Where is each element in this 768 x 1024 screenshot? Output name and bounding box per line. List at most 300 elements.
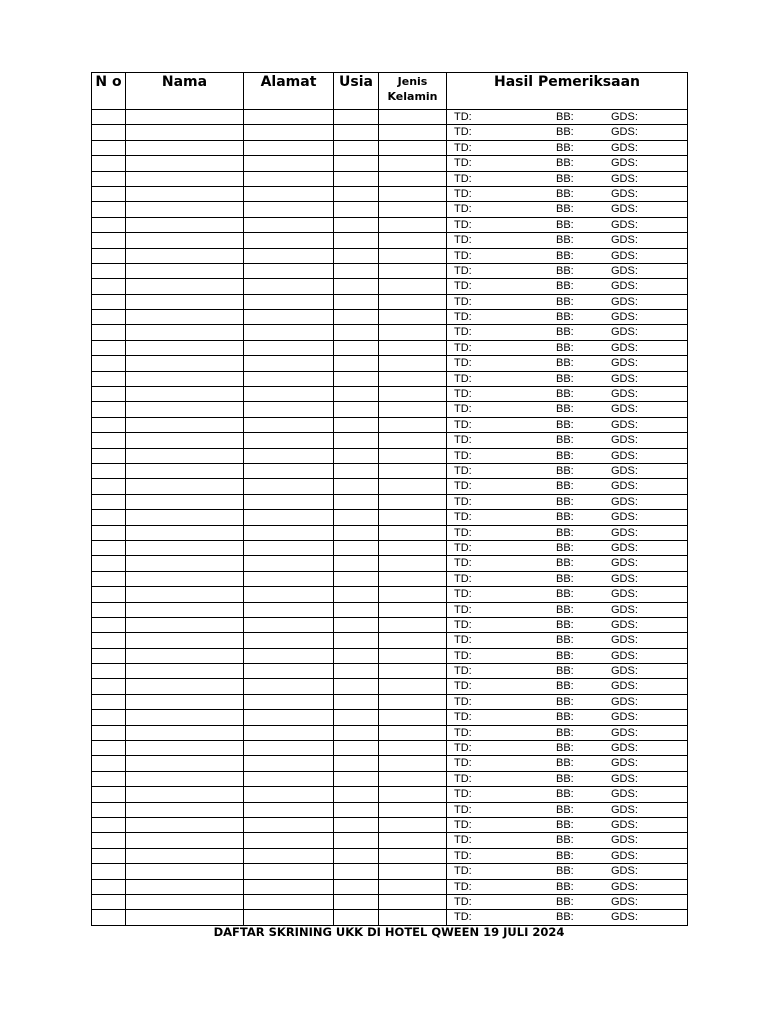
cell-jenis-kelamin[interactable] [379,202,447,217]
cell-nama[interactable] [126,140,244,155]
cell-alamat[interactable] [244,540,334,555]
cell-no[interactable] [92,448,126,463]
cell-no[interactable] [92,433,126,448]
cell-no[interactable] [92,602,126,617]
cell-jenis-kelamin[interactable] [379,340,447,355]
cell-jenis-kelamin[interactable] [379,864,447,879]
cell-alamat[interactable] [244,263,334,278]
cell-nama[interactable] [126,494,244,509]
cell-jenis-kelamin[interactable] [379,463,447,478]
cell-usia[interactable] [334,417,379,432]
cell-nama[interactable] [126,171,244,186]
cell-nama[interactable] [126,340,244,355]
cell-no[interactable] [92,110,126,125]
cell-hasil-pemeriksaan[interactable] [447,725,688,740]
cell-jenis-kelamin[interactable] [379,540,447,555]
cell-nama[interactable] [126,602,244,617]
cell-jenis-kelamin[interactable] [379,279,447,294]
cell-nama[interactable] [126,756,244,771]
cell-no[interactable] [92,633,126,648]
cell-nama[interactable] [126,479,244,494]
cell-usia[interactable] [334,648,379,663]
cell-jenis-kelamin[interactable] [379,817,447,832]
cell-no[interactable] [92,725,126,740]
cell-no[interactable] [92,186,126,201]
cell-hasil-pemeriksaan[interactable] [447,648,688,663]
cell-alamat[interactable] [244,356,334,371]
cell-hasil-pemeriksaan[interactable] [447,448,688,463]
cell-nama[interactable] [126,802,244,817]
cell-no[interactable] [92,679,126,694]
cell-usia[interactable] [334,571,379,586]
cell-alamat[interactable] [244,340,334,355]
cell-jenis-kelamin[interactable] [379,894,447,909]
cell-hasil-pemeriksaan[interactable] [447,171,688,186]
cell-no[interactable] [92,525,126,540]
cell-no[interactable] [92,279,126,294]
cell-nama[interactable] [126,741,244,756]
cell-no[interactable] [92,171,126,186]
cell-alamat[interactable] [244,433,334,448]
cell-no[interactable] [92,248,126,263]
cell-hasil-pemeriksaan[interactable] [447,633,688,648]
cell-jenis-kelamin[interactable] [379,571,447,586]
cell-usia[interactable] [334,525,379,540]
cell-usia[interactable] [334,602,379,617]
cell-jenis-kelamin[interactable] [379,387,447,402]
cell-jenis-kelamin[interactable] [379,186,447,201]
cell-no[interactable] [92,894,126,909]
cell-hasil-pemeriksaan[interactable] [447,848,688,863]
cell-usia[interactable] [334,494,379,509]
cell-jenis-kelamin[interactable] [379,556,447,571]
cell-usia[interactable] [334,125,379,140]
cell-no[interactable] [92,587,126,602]
cell-alamat[interactable] [244,217,334,232]
cell-nama[interactable] [126,725,244,740]
cell-alamat[interactable] [244,248,334,263]
cell-alamat[interactable] [244,664,334,679]
cell-jenis-kelamin[interactable] [379,617,447,632]
cell-nama[interactable] [126,186,244,201]
cell-alamat[interactable] [244,371,334,386]
cell-usia[interactable] [334,310,379,325]
cell-hasil-pemeriksaan[interactable] [447,110,688,125]
cell-no[interactable] [92,864,126,879]
cell-no[interactable] [92,417,126,432]
cell-alamat[interactable] [244,587,334,602]
cell-jenis-kelamin[interactable] [379,433,447,448]
cell-jenis-kelamin[interactable] [379,310,447,325]
cell-usia[interactable] [334,140,379,155]
cell-hasil-pemeriksaan[interactable] [447,540,688,555]
cell-jenis-kelamin[interactable] [379,171,447,186]
cell-nama[interactable] [126,664,244,679]
cell-alamat[interactable] [244,756,334,771]
cell-nama[interactable] [126,848,244,863]
cell-no[interactable] [92,140,126,155]
cell-hasil-pemeriksaan[interactable] [447,602,688,617]
cell-jenis-kelamin[interactable] [379,110,447,125]
cell-alamat[interactable] [244,525,334,540]
cell-usia[interactable] [334,356,379,371]
cell-hasil-pemeriksaan[interactable] [447,787,688,802]
cell-no[interactable] [92,617,126,632]
cell-hasil-pemeriksaan[interactable] [447,402,688,417]
cell-no[interactable] [92,694,126,709]
cell-jenis-kelamin[interactable] [379,494,447,509]
cell-no[interactable] [92,202,126,217]
cell-jenis-kelamin[interactable] [379,756,447,771]
cell-hasil-pemeriksaan[interactable] [447,417,688,432]
cell-no[interactable] [92,233,126,248]
cell-nama[interactable] [126,817,244,832]
cell-usia[interactable] [334,325,379,340]
cell-alamat[interactable] [244,156,334,171]
cell-hasil-pemeriksaan[interactable] [447,325,688,340]
cell-usia[interactable] [334,463,379,478]
cell-hasil-pemeriksaan[interactable] [447,340,688,355]
cell-jenis-kelamin[interactable] [379,371,447,386]
cell-jenis-kelamin[interactable] [379,802,447,817]
cell-jenis-kelamin[interactable] [379,633,447,648]
cell-usia[interactable] [334,448,379,463]
cell-usia[interactable] [334,617,379,632]
cell-jenis-kelamin[interactable] [379,787,447,802]
cell-hasil-pemeriksaan[interactable] [447,741,688,756]
cell-usia[interactable] [334,371,379,386]
cell-hasil-pemeriksaan[interactable] [447,710,688,725]
cell-alamat[interactable] [244,387,334,402]
cell-no[interactable] [92,710,126,725]
cell-hasil-pemeriksaan[interactable] [447,833,688,848]
cell-nama[interactable] [126,710,244,725]
cell-hasil-pemeriksaan[interactable] [447,140,688,155]
cell-no[interactable] [92,787,126,802]
cell-jenis-kelamin[interactable] [379,140,447,155]
cell-nama[interactable] [126,248,244,263]
cell-hasil-pemeriksaan[interactable] [447,125,688,140]
cell-nama[interactable] [126,233,244,248]
cell-usia[interactable] [334,387,379,402]
cell-jenis-kelamin[interactable] [379,448,447,463]
cell-no[interactable] [92,848,126,863]
cell-no[interactable] [92,771,126,786]
cell-alamat[interactable] [244,602,334,617]
cell-jenis-kelamin[interactable] [379,879,447,894]
cell-nama[interactable] [126,540,244,555]
cell-alamat[interactable] [244,864,334,879]
cell-alamat[interactable] [244,494,334,509]
cell-no[interactable] [92,510,126,525]
cell-alamat[interactable] [244,186,334,201]
cell-usia[interactable] [334,787,379,802]
cell-usia[interactable] [334,171,379,186]
cell-hasil-pemeriksaan[interactable] [447,679,688,694]
cell-hasil-pemeriksaan[interactable] [447,556,688,571]
cell-usia[interactable] [334,433,379,448]
cell-nama[interactable] [126,910,244,925]
cell-hasil-pemeriksaan[interactable] [447,664,688,679]
cell-usia[interactable] [334,802,379,817]
cell-no[interactable] [92,263,126,278]
cell-alamat[interactable] [244,556,334,571]
cell-usia[interactable] [334,479,379,494]
cell-alamat[interactable] [244,279,334,294]
cell-jenis-kelamin[interactable] [379,125,447,140]
cell-jenis-kelamin[interactable] [379,848,447,863]
cell-alamat[interactable] [244,448,334,463]
cell-jenis-kelamin[interactable] [379,694,447,709]
cell-usia[interactable] [334,833,379,848]
cell-hasil-pemeriksaan[interactable] [447,233,688,248]
cell-usia[interactable] [334,694,379,709]
cell-nama[interactable] [126,787,244,802]
cell-alamat[interactable] [244,725,334,740]
cell-alamat[interactable] [244,910,334,925]
cell-jenis-kelamin[interactable] [379,263,447,278]
cell-alamat[interactable] [244,633,334,648]
cell-nama[interactable] [126,679,244,694]
cell-usia[interactable] [334,741,379,756]
cell-usia[interactable] [334,848,379,863]
cell-no[interactable] [92,540,126,555]
cell-jenis-kelamin[interactable] [379,725,447,740]
cell-usia[interactable] [334,186,379,201]
cell-no[interactable] [92,910,126,925]
cell-usia[interactable] [334,894,379,909]
cell-hasil-pemeriksaan[interactable] [447,186,688,201]
cell-jenis-kelamin[interactable] [379,648,447,663]
cell-hasil-pemeriksaan[interactable] [447,879,688,894]
cell-nama[interactable] [126,525,244,540]
cell-nama[interactable] [126,448,244,463]
cell-jenis-kelamin[interactable] [379,510,447,525]
cell-nama[interactable] [126,771,244,786]
cell-hasil-pemeriksaan[interactable] [447,910,688,925]
cell-alamat[interactable] [244,710,334,725]
cell-no[interactable] [92,494,126,509]
cell-usia[interactable] [334,679,379,694]
cell-hasil-pemeriksaan[interactable] [447,263,688,278]
cell-usia[interactable] [334,817,379,832]
cell-nama[interactable] [126,879,244,894]
cell-alamat[interactable] [244,325,334,340]
cell-alamat[interactable] [244,233,334,248]
cell-usia[interactable] [334,402,379,417]
cell-jenis-kelamin[interactable] [379,325,447,340]
cell-alamat[interactable] [244,110,334,125]
cell-nama[interactable] [126,279,244,294]
cell-no[interactable] [92,571,126,586]
cell-nama[interactable] [126,125,244,140]
cell-jenis-kelamin[interactable] [379,217,447,232]
cell-no[interactable] [92,340,126,355]
cell-no[interactable] [92,741,126,756]
cell-usia[interactable] [334,233,379,248]
cell-nama[interactable] [126,433,244,448]
cell-no[interactable] [92,371,126,386]
cell-jenis-kelamin[interactable] [379,402,447,417]
cell-alamat[interactable] [244,310,334,325]
cell-alamat[interactable] [244,617,334,632]
cell-usia[interactable] [334,248,379,263]
cell-nama[interactable] [126,617,244,632]
cell-hasil-pemeriksaan[interactable] [447,864,688,879]
cell-nama[interactable] [126,587,244,602]
cell-alamat[interactable] [244,510,334,525]
cell-nama[interactable] [126,217,244,232]
cell-alamat[interactable] [244,479,334,494]
cell-alamat[interactable] [244,140,334,155]
cell-jenis-kelamin[interactable] [379,233,447,248]
cell-alamat[interactable] [244,202,334,217]
cell-usia[interactable] [334,279,379,294]
cell-no[interactable] [92,817,126,832]
cell-hasil-pemeriksaan[interactable] [447,494,688,509]
cell-alamat[interactable] [244,648,334,663]
cell-alamat[interactable] [244,402,334,417]
cell-hasil-pemeriksaan[interactable] [447,294,688,309]
cell-hasil-pemeriksaan[interactable] [447,433,688,448]
cell-nama[interactable] [126,510,244,525]
cell-no[interactable] [92,664,126,679]
cell-no[interactable] [92,156,126,171]
cell-hasil-pemeriksaan[interactable] [447,202,688,217]
cell-usia[interactable] [334,710,379,725]
cell-nama[interactable] [126,463,244,478]
cell-alamat[interactable] [244,741,334,756]
cell-nama[interactable] [126,833,244,848]
cell-hasil-pemeriksaan[interactable] [447,894,688,909]
cell-alamat[interactable] [244,879,334,894]
cell-no[interactable] [92,879,126,894]
cell-nama[interactable] [126,156,244,171]
cell-no[interactable] [92,648,126,663]
cell-hasil-pemeriksaan[interactable] [447,217,688,232]
cell-hasil-pemeriksaan[interactable] [447,571,688,586]
cell-jenis-kelamin[interactable] [379,587,447,602]
cell-nama[interactable] [126,694,244,709]
cell-no[interactable] [92,463,126,478]
cell-alamat[interactable] [244,463,334,478]
cell-hasil-pemeriksaan[interactable] [447,525,688,540]
cell-no[interactable] [92,387,126,402]
cell-nama[interactable] [126,402,244,417]
cell-nama[interactable] [126,633,244,648]
cell-alamat[interactable] [244,571,334,586]
cell-usia[interactable] [334,910,379,925]
cell-nama[interactable] [126,371,244,386]
cell-usia[interactable] [334,110,379,125]
cell-hasil-pemeriksaan[interactable] [447,617,688,632]
cell-hasil-pemeriksaan[interactable] [447,356,688,371]
cell-nama[interactable] [126,310,244,325]
cell-usia[interactable] [334,263,379,278]
cell-jenis-kelamin[interactable] [379,664,447,679]
cell-jenis-kelamin[interactable] [379,833,447,848]
cell-hasil-pemeriksaan[interactable] [447,279,688,294]
cell-hasil-pemeriksaan[interactable] [447,387,688,402]
cell-nama[interactable] [126,648,244,663]
cell-alamat[interactable] [244,417,334,432]
cell-nama[interactable] [126,387,244,402]
cell-no[interactable] [92,802,126,817]
cell-no[interactable] [92,310,126,325]
cell-jenis-kelamin[interactable] [379,910,447,925]
cell-hasil-pemeriksaan[interactable] [447,463,688,478]
cell-usia[interactable] [334,556,379,571]
cell-alamat[interactable] [244,894,334,909]
cell-no[interactable] [92,479,126,494]
cell-nama[interactable] [126,202,244,217]
cell-jenis-kelamin[interactable] [379,602,447,617]
cell-usia[interactable] [334,725,379,740]
cell-nama[interactable] [126,263,244,278]
cell-nama[interactable] [126,356,244,371]
cell-nama[interactable] [126,325,244,340]
cell-hasil-pemeriksaan[interactable] [447,756,688,771]
cell-nama[interactable] [126,556,244,571]
cell-alamat[interactable] [244,171,334,186]
cell-usia[interactable] [334,217,379,232]
cell-alamat[interactable] [244,294,334,309]
cell-alamat[interactable] [244,125,334,140]
cell-usia[interactable] [334,771,379,786]
cell-usia[interactable] [334,510,379,525]
cell-no[interactable] [92,556,126,571]
cell-nama[interactable] [126,110,244,125]
cell-hasil-pemeriksaan[interactable] [447,479,688,494]
cell-jenis-kelamin[interactable] [379,525,447,540]
cell-usia[interactable] [334,202,379,217]
cell-usia[interactable] [334,756,379,771]
cell-hasil-pemeriksaan[interactable] [447,802,688,817]
cell-nama[interactable] [126,294,244,309]
cell-usia[interactable] [334,633,379,648]
cell-usia[interactable] [334,587,379,602]
cell-hasil-pemeriksaan[interactable] [447,587,688,602]
cell-jenis-kelamin[interactable] [379,479,447,494]
cell-alamat[interactable] [244,787,334,802]
cell-jenis-kelamin[interactable] [379,294,447,309]
cell-hasil-pemeriksaan[interactable] [447,310,688,325]
cell-jenis-kelamin[interactable] [379,741,447,756]
cell-alamat[interactable] [244,679,334,694]
cell-no[interactable] [92,356,126,371]
cell-jenis-kelamin[interactable] [379,417,447,432]
cell-alamat[interactable] [244,802,334,817]
cell-usia[interactable] [334,294,379,309]
cell-no[interactable] [92,402,126,417]
cell-no[interactable] [92,756,126,771]
cell-no[interactable] [92,325,126,340]
cell-jenis-kelamin[interactable] [379,156,447,171]
cell-alamat[interactable] [244,833,334,848]
cell-hasil-pemeriksaan[interactable] [447,156,688,171]
cell-hasil-pemeriksaan[interactable] [447,694,688,709]
cell-usia[interactable] [334,664,379,679]
cell-alamat[interactable] [244,817,334,832]
cell-usia[interactable] [334,864,379,879]
cell-jenis-kelamin[interactable] [379,248,447,263]
cell-alamat[interactable] [244,771,334,786]
cell-alamat[interactable] [244,694,334,709]
cell-hasil-pemeriksaan[interactable] [447,817,688,832]
cell-nama[interactable] [126,571,244,586]
cell-jenis-kelamin[interactable] [379,679,447,694]
cell-usia[interactable] [334,340,379,355]
